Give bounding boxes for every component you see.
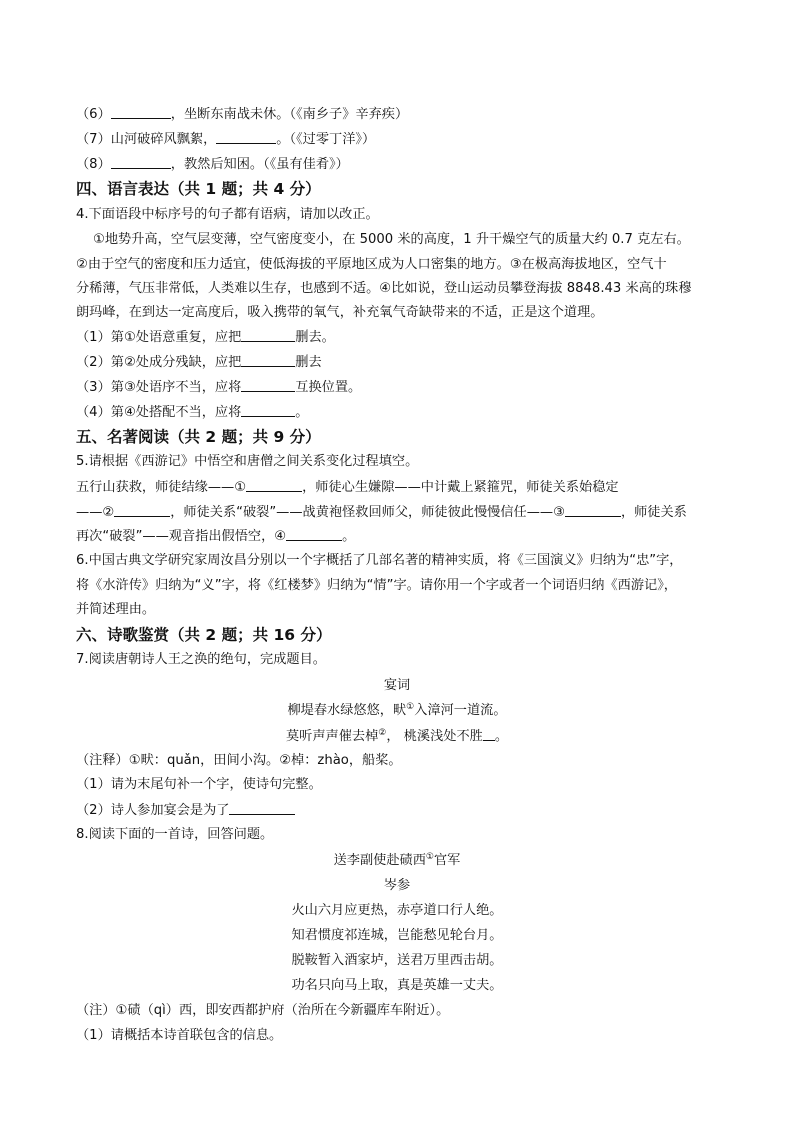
q7-notes: （注释）①畎：quǎn，田间小沟。②棹：zhào，船桨。 — [76, 753, 402, 768]
question-6-line: 并简述理由。 — [76, 602, 156, 617]
poem-8-line-1: 火山六月应更热，赤亭道口行人绝。 — [291, 903, 503, 918]
q8-notes: （注）①碛（qì）西，即安西都护府（治所在今新疆库车附近）。 — [76, 1003, 450, 1018]
answer-blank[interactable] — [483, 726, 495, 741]
recite-line-7: （7）山河破碎风飘絮， 。（《过零丁洋》） — [76, 129, 718, 150]
poem-7-line-1: 柳堤春水绿悠悠，畎①入漳河一道流。 — [287, 702, 507, 718]
q4-sub-3: （3）第③处语序不当，应将 互换位置。 — [76, 377, 718, 398]
answer-blank[interactable] — [111, 154, 171, 169]
q4-passage-line: ①地势升高，空气层变薄，空气密度变小，在 5000 米的高度，1 升干燥空气的质量大约 0.7 克左右。 — [93, 232, 690, 247]
poem-8-author: 岑参 — [383, 878, 411, 893]
q4-passage-line: ②由于空气的密度和压力适宜，使低海拔的平原地区成为人口密集的地方。③在极高海拔地区，空气十 — [76, 257, 667, 272]
q7-sub-2: （2）诗人参加宴会是为了 — [76, 800, 718, 821]
answer-blank[interactable] — [241, 377, 295, 392]
answer-blank[interactable] — [241, 327, 295, 342]
q4-sub-4: （4）第④处搭配不当，应将 。 — [76, 402, 718, 423]
q5-line-1: 五行山获救，师徒结缘——① ，师徒心生嫌隙——中计戴上紧箍咒，师徒关系始稳定 — [76, 477, 718, 498]
poem-8-line-3: 脱鞍暂入酒家垆，送君万里西击胡。 — [291, 953, 503, 968]
answer-blank[interactable] — [286, 526, 342, 541]
answer-blank[interactable] — [241, 402, 295, 417]
q5-line-2: ——② ，师徒关系“破裂”——战黄袍怪救回师父，师徒彼此慢慢信任——③ ，师徒关系 — [76, 502, 718, 523]
question-5-prompt: 5.请根据《西游记》中悟空和唐僧之间关系变化过程填空。 — [76, 454, 419, 469]
q7-sub-1: （1）请为末尾句补一个字，使诗句完整。 — [76, 777, 322, 792]
section-heading-5: 五、名著阅读（共 2 题；共 9 分） — [76, 428, 321, 446]
question-4-prompt: 4.下面语段中标序号的句子都有语病，请加以改正。 — [76, 207, 379, 222]
answer-blank[interactable] — [565, 502, 621, 517]
question-6-line: 将《水浒传》归纳为“义”字，将《红楼梦》归纳为“情”字。请你用一个字或者一个词语归纳《西游记》， — [76, 578, 677, 593]
question-6-line: 6.中国古典文学研究家周汝昌分别以一个字概括了几部名著的精神实质，将《三国演义》归纳为“忠”字， — [76, 553, 683, 568]
section-heading-6: 六、诗歌鉴赏（共 2 题；共 16 分） — [76, 626, 332, 644]
poem-7-title: 宴词 — [383, 678, 411, 693]
answer-blank[interactable] — [114, 502, 170, 517]
recite-line-6: （6） ，坐断东南战未休。（《南乡子》辛弃疾） — [76, 104, 718, 125]
q4-sub-1: （1）第①处语意重复，应把 删去。 — [76, 327, 718, 348]
question-7-prompt: 7.阅读唐朝诗人王之涣的绝句，完成题目。 — [76, 652, 326, 667]
answer-blank[interactable] — [111, 104, 171, 119]
q5-line-3: 再次“破裂”——观音指出假悟空，④ 。 — [76, 526, 718, 547]
poem-8-line-2: 知君惯度祁连城，岂能愁见轮台月。 — [291, 928, 503, 943]
section-heading-4: 四、语言表达（共 1 题；共 4 分） — [76, 180, 321, 198]
answer-blank[interactable] — [241, 352, 295, 367]
q4-passage-line: 朗玛峰，在到达一定高度后，吸入携带的氧气，补充氧气奇缺带来的不适，正是这个道理。 — [76, 305, 604, 320]
answer-blank[interactable] — [216, 129, 276, 144]
recite-line-8: （8） ，教然后知困。（《虽有佳肴》） — [76, 154, 718, 175]
question-8-prompt: 8.阅读下面的一首诗，回答问题。 — [76, 827, 274, 842]
poem-8-line-4: 功名只向马上取，真是英雄一丈夫。 — [291, 978, 503, 993]
q4-sub-2: （2）第②处成分残缺，应把 删去 — [76, 352, 718, 373]
answer-blank[interactable] — [246, 477, 302, 492]
poem-8-title: 送李副使赴碛西①官军 — [333, 852, 461, 868]
q8-sub-1: （1）请概括本诗首联包含的信息。 — [76, 1028, 283, 1043]
answer-blank[interactable] — [229, 800, 295, 815]
q4-passage-line: 分稀薄，气压非常低，人类难以生存，也感到不适。④比如说，登山运动员攀登海拔 8848.43 米高的珠穆 — [76, 281, 692, 296]
poem-7-line-2: 莫听声声催去棹②， 桃溪浅处不胜 。 — [285, 728, 509, 744]
